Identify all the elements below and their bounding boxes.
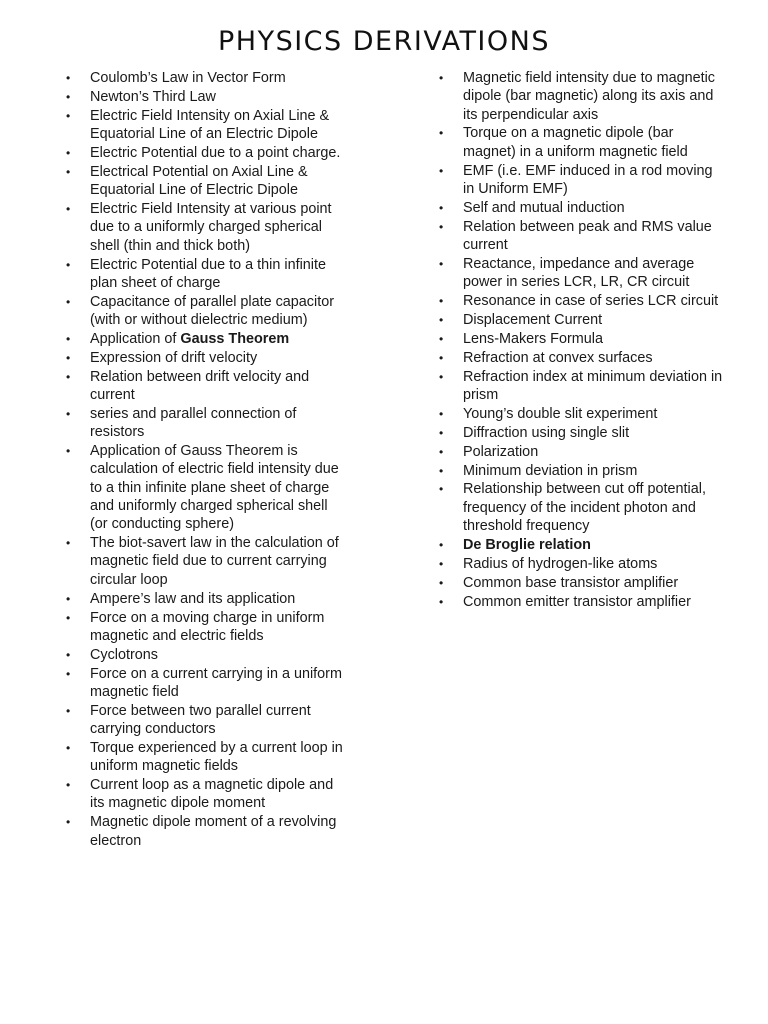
- bullet-icon: •: [66, 257, 71, 272]
- list-item-text: Displacement Current: [463, 312, 603, 329]
- list-item: [66, 88, 348, 106]
- bullet-icon: •: [66, 202, 71, 217]
- bullet-icon: •: [439, 482, 444, 497]
- bullet-icon: •: [66, 740, 71, 755]
- list-item-text: Magnetic dipole moment of a revolving electron: [90, 814, 337, 849]
- bullet-icon: •: [66, 350, 71, 365]
- page-title: PHYSICS DERIVATIONS: [218, 26, 550, 57]
- list-item-text: series and parallel connection of resistors: [90, 405, 297, 441]
- list-item: [439, 69, 723, 124]
- list-item-text: Common emitter transistor amplifier: [463, 593, 691, 610]
- list-item-text: Refraction index at minimum deviation in prism: [463, 368, 723, 403]
- bullet-icon: •: [66, 815, 71, 830]
- bullet-icon: •: [439, 163, 444, 178]
- list-item: [66, 349, 348, 367]
- list-item-text: Expression of drift velocity: [90, 349, 258, 366]
- bullet-icon: •: [439, 444, 444, 459]
- list-item: [439, 536, 723, 554]
- bullet-icon: •: [439, 369, 444, 384]
- list-item: [439, 162, 723, 199]
- bullet-icon: •: [66, 108, 71, 123]
- bullet-icon: •: [66, 145, 71, 160]
- list-item: [66, 590, 348, 608]
- bullet-icon: •: [439, 126, 444, 141]
- bullet-icon: •: [439, 331, 444, 346]
- bullet-icon: •: [66, 591, 71, 606]
- list-item-bold-text: Gauss Theorem: [180, 330, 290, 347]
- list-item: [439, 255, 723, 292]
- list-item: [439, 349, 723, 367]
- list-item-text: Torque on a magnetic dipole (bar magnet) in a uniform magnetic field: [463, 125, 688, 160]
- bullet-icon: •: [439, 350, 444, 365]
- list-item-bold-text: De Broglie relation: [463, 536, 591, 553]
- list-item-text: Application of Gauss Theorem is calculation of electric field intensity due to a thin infinite plane sheet of charge and uniformly charged spherical shell (or conducting sphere): [90, 443, 339, 533]
- list-item-text: Radius of hydrogen-like atoms: [463, 555, 658, 572]
- list-item: [439, 368, 723, 405]
- list-item: [439, 311, 723, 329]
- list-item-text: Force between two parallel current carrying conductors: [90, 702, 311, 738]
- bullet-icon: •: [66, 331, 71, 346]
- right-column-list: [439, 69, 723, 611]
- bullet-icon: •: [66, 89, 71, 104]
- list-item: [66, 144, 348, 162]
- list-item: [66, 163, 348, 200]
- list-item-text: Electric Potential due to a point charge.: [90, 144, 341, 161]
- bullet-icon: •: [439, 537, 444, 552]
- list-item-text: Young’s double slit experiment: [463, 405, 658, 422]
- list-item-text: Cyclotrons: [90, 646, 158, 663]
- bullet-icon: •: [66, 294, 71, 309]
- list-item: [66, 813, 348, 850]
- list-item-text: Force on a moving charge in uniform magnetic and electric fields: [90, 609, 325, 644]
- list-item: [66, 739, 348, 776]
- list-item: [439, 124, 723, 161]
- list-item: [66, 368, 348, 405]
- list-item: [439, 443, 723, 461]
- list-item: [66, 442, 348, 533]
- list-item-text: Minimum deviation in prism: [463, 462, 638, 479]
- bullet-icon: •: [439, 294, 444, 309]
- list-item-text: Polarization: [463, 443, 539, 460]
- bullet-icon: •: [66, 164, 71, 179]
- list-item: [439, 574, 723, 592]
- list-item: [66, 330, 348, 348]
- list-item: [439, 424, 723, 442]
- bullet-icon: •: [439, 575, 444, 590]
- list-item-text: Relationship between cut off potential, frequency of the incident photon and threshold frequency: [463, 481, 706, 535]
- list-item: [66, 646, 348, 664]
- bullet-icon: •: [439, 463, 444, 478]
- list-item-text: Diffraction using single slit: [463, 424, 630, 441]
- list-item: [439, 292, 723, 310]
- list-item-text: Magnetic field intensity due to magnetic dipole (bar magnetic) along its axis and its perpendicular axis: [463, 70, 715, 123]
- list-item-text: Torque experienced by a current loop in uniform magnetic fields: [90, 739, 343, 775]
- list-item-text: Resonance in case of series LCR circuit: [463, 293, 719, 310]
- list-item: [66, 256, 348, 293]
- list-item-text: Coulomb’s Law in Vector Form: [90, 70, 286, 86]
- bullet-icon: •: [66, 666, 71, 681]
- list-item-text: Lens-Makers Formula: [463, 330, 603, 347]
- bullet-icon: •: [439, 313, 444, 328]
- list-item-text: Self and mutual induction: [463, 199, 625, 216]
- list-item-text: Capacitance of parallel plate capacitor (with or without dielectric medium): [90, 293, 334, 329]
- left-column-list: [66, 69, 348, 851]
- list-item-text: Reactance, impedance and average power in series LCR, LR, CR circuit: [463, 255, 695, 291]
- bullet-icon: •: [66, 536, 71, 551]
- list-item: [439, 462, 723, 480]
- list-item: [439, 199, 723, 217]
- bullet-icon: •: [439, 556, 444, 571]
- bullet-icon: •: [439, 71, 444, 85]
- list-item: [439, 405, 723, 423]
- list-item: [66, 107, 348, 144]
- list-item-text: Force on a current carrying in a uniform magnetic field: [90, 665, 342, 700]
- bullet-icon: •: [439, 200, 444, 215]
- list-item: [439, 330, 723, 348]
- bullet-icon: •: [66, 610, 71, 625]
- bullet-icon: •: [439, 256, 444, 271]
- list-item: [66, 702, 348, 739]
- list-item-text: Relation between drift velocity and current: [90, 368, 310, 403]
- list-item-text: Electric Potential due to a thin infinite plan sheet of charge: [90, 256, 326, 291]
- list-item: [439, 555, 723, 573]
- list-item-text: Electrical Potential on Axial Line & Equatorial Line of Electric Dipole: [90, 163, 308, 199]
- list-item: [66, 69, 348, 87]
- bullet-icon: •: [439, 219, 444, 234]
- list-item: [66, 405, 348, 442]
- list-item: [66, 534, 348, 589]
- list-item: [66, 200, 348, 255]
- list-item-text: Common base transistor amplifier: [463, 574, 679, 591]
- list-item-text: Electric Field Intensity on Axial Line & Equatorial Line of an Electric Dipole: [90, 107, 330, 143]
- bullet-icon: •: [66, 406, 71, 421]
- list-item: [439, 480, 723, 535]
- bullet-icon: •: [66, 778, 71, 793]
- list-item-text: Relation between peak and RMS value current: [463, 218, 712, 254]
- list-item-text: Ampere’s law and its application: [90, 590, 296, 607]
- bullet-icon: •: [66, 71, 71, 85]
- bullet-icon: •: [439, 594, 444, 609]
- list-item-text: The biot-savert law in the calculation of magnetic field due to current carrying circular loop: [90, 535, 339, 588]
- list-item: [439, 593, 723, 611]
- bullet-icon: •: [439, 425, 444, 440]
- list-item: [66, 665, 348, 702]
- list-item-text: Refraction at convex surfaces: [463, 349, 653, 366]
- list-item: [66, 776, 348, 813]
- list-item-text: Newton’s Third Law: [90, 88, 216, 105]
- bullet-icon: •: [66, 369, 71, 384]
- list-item: [439, 218, 723, 255]
- bullet-icon: •: [66, 444, 71, 459]
- list-item-text: Current loop as a magnetic dipole and its magnetic dipole moment: [90, 777, 334, 812]
- list-item-text: Application of: [90, 330, 181, 347]
- bullet-icon: •: [66, 703, 71, 718]
- list-item: [66, 609, 348, 646]
- list-item-text: Electric Field Intensity at various point due to a uniformly charged spherical shell (thin and thick both): [90, 201, 332, 254]
- bullet-icon: •: [439, 406, 444, 421]
- bullet-icon: •: [66, 647, 71, 662]
- list-item: [66, 293, 348, 330]
- list-item-text: EMF (i.e. EMF induced in a rod moving in Uniform EMF): [463, 162, 713, 197]
